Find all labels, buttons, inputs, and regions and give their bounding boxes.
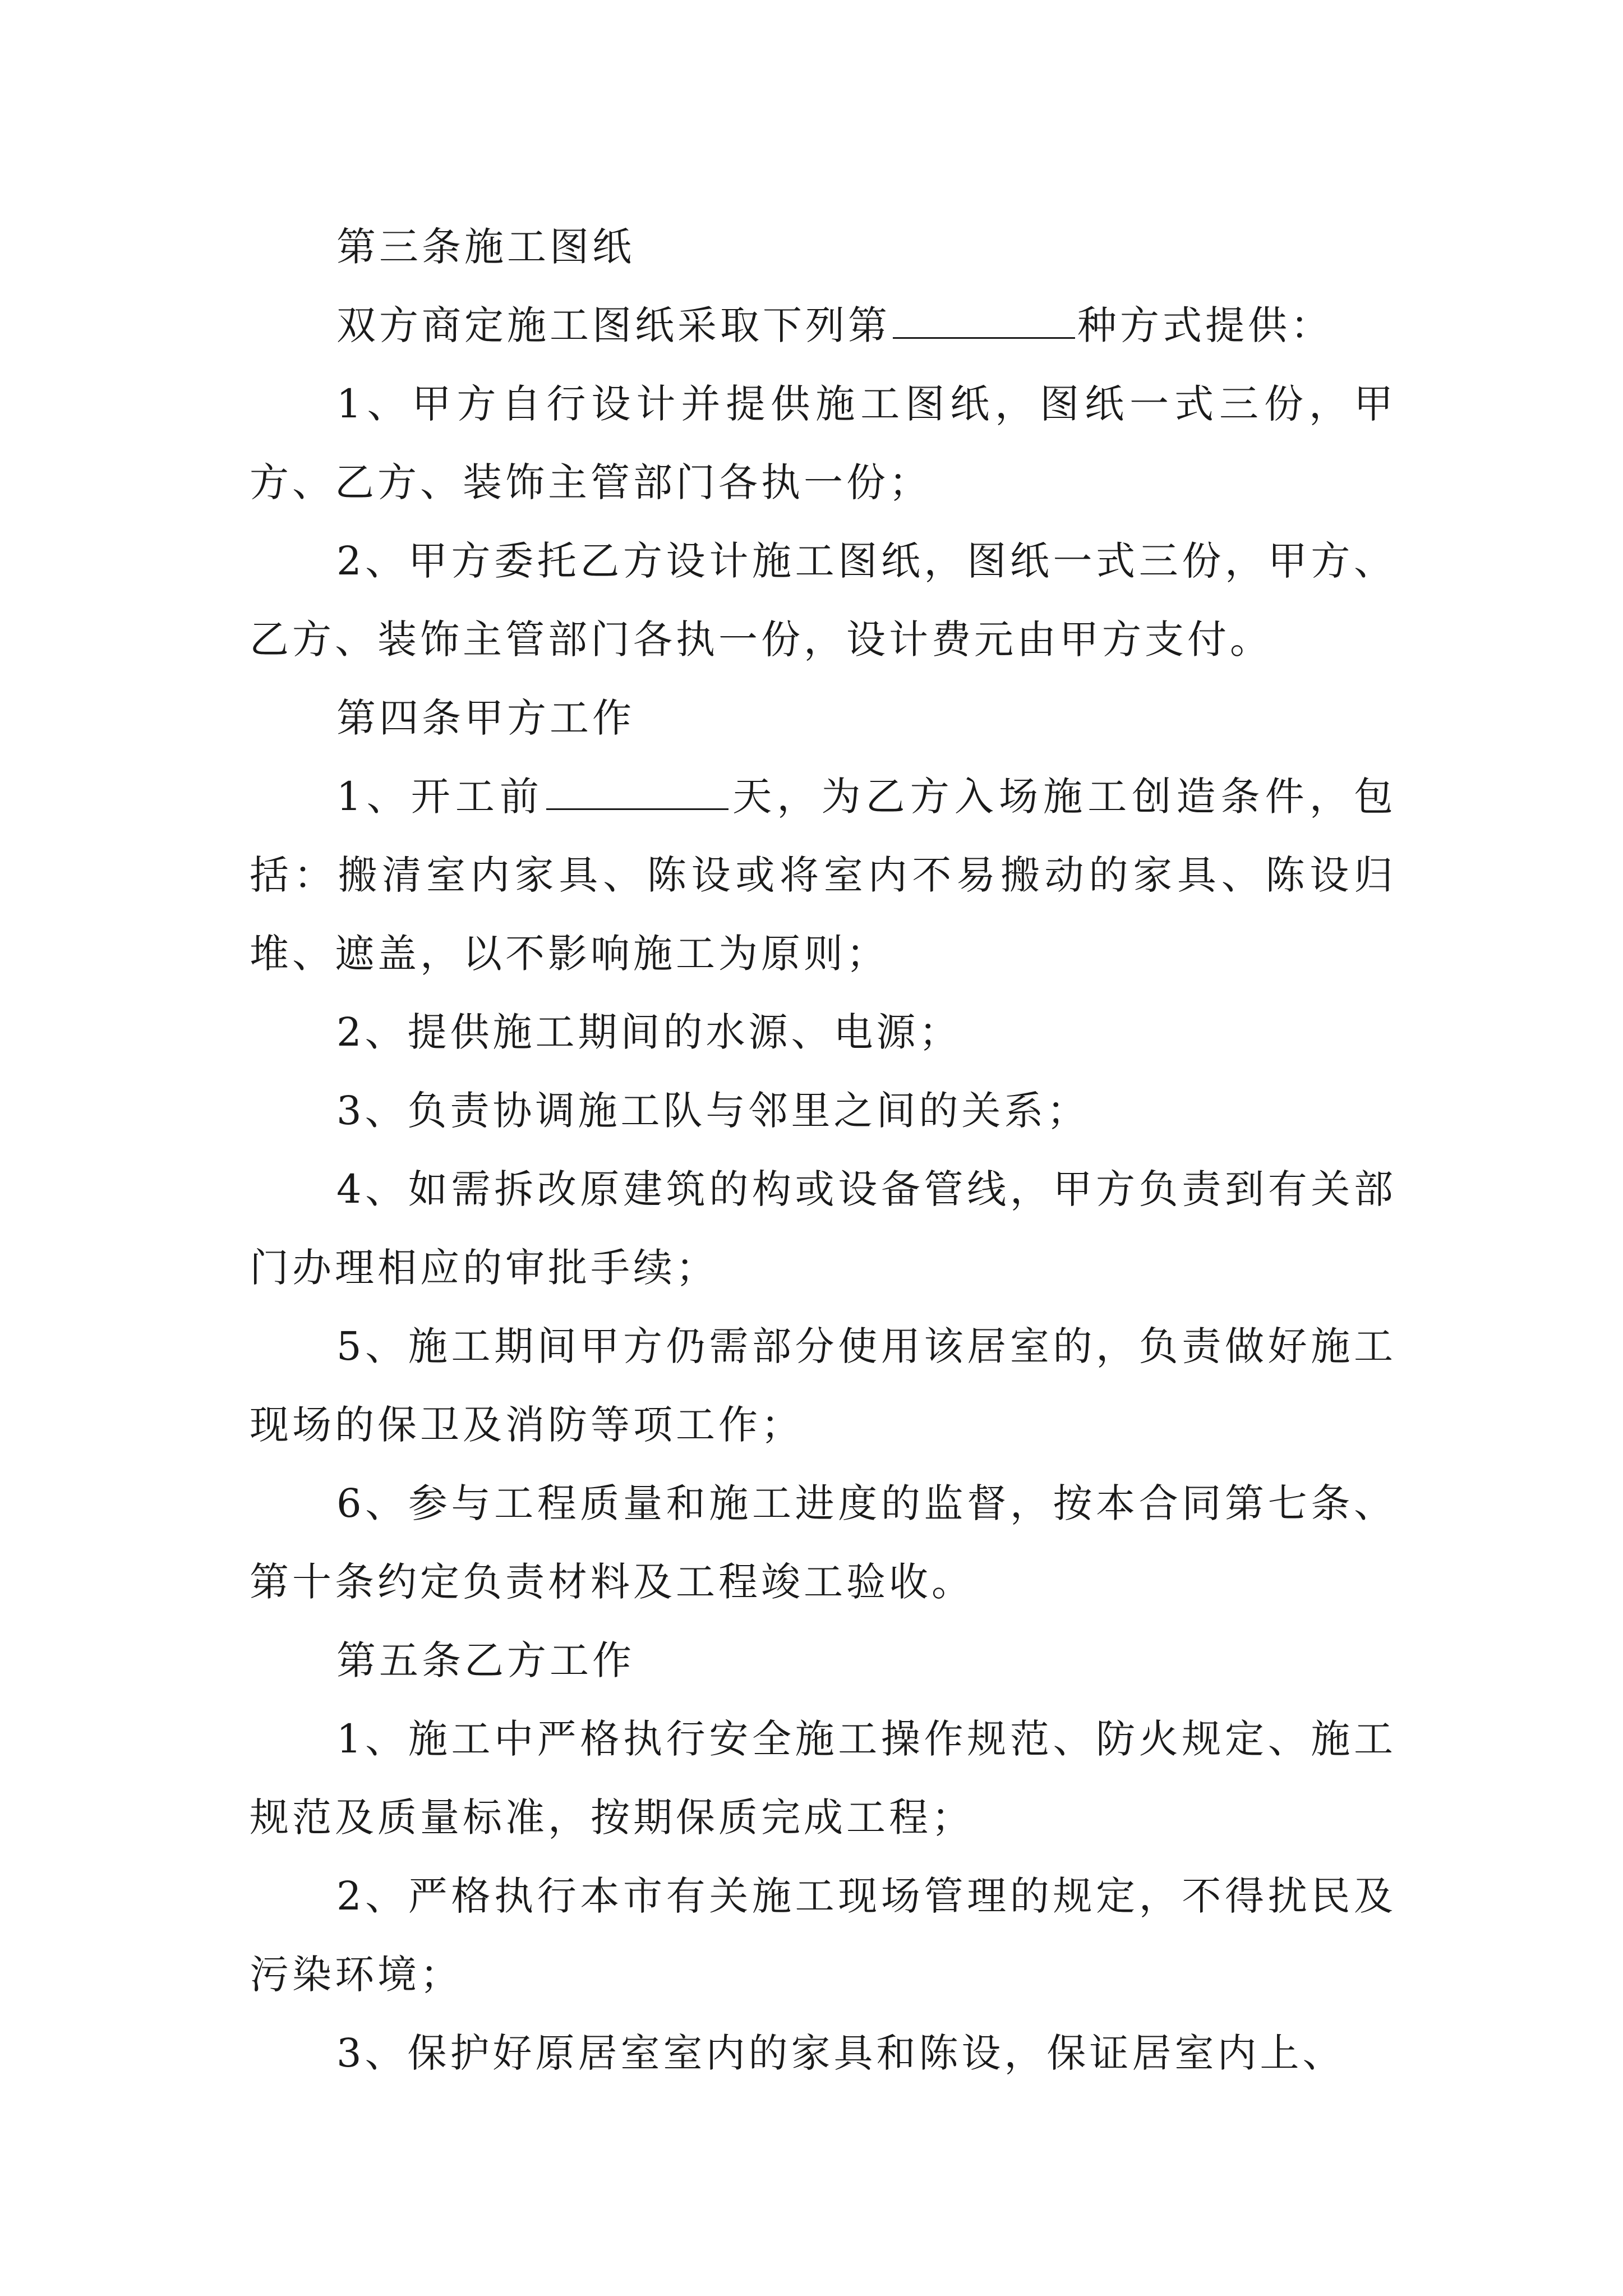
article-5-title: 第五条乙方工作 <box>336 1637 635 1683</box>
article-3-title: 第三条施工图纸 <box>336 224 635 270</box>
article-4-title: 第四条甲方工作 <box>336 695 635 741</box>
article-3-intro <box>250 286 1396 365</box>
article-3-intro-before: 双方商定施工图纸采取下列第 <box>336 302 891 348</box>
article-3-item-1: 1、甲方自行设计并提供施工图纸，图纸一式三份，甲方、乙方、装饰主管部门各执一份； <box>250 381 1396 505</box>
article-4-item-2: 2、提供施工期间的水源、电源； <box>336 1009 962 1055</box>
fill-in-blank <box>893 302 1075 339</box>
article-4-item-1-before: 1、开工前 <box>336 774 545 820</box>
document-body <box>250 208 1396 2092</box>
article-4-item-5: 5、施工期间甲方仍需部分使用该居室的，负责做好施工现场的保卫及消防等项工作； <box>250 1323 1396 1448</box>
article-3-item-2: 2、甲方委托乙方设计施工图纸，图纸一式三份，甲方、乙方、装饰主管部门各执一份，设计费元由甲方支付。 <box>250 538 1396 662</box>
article-4-item-3: 3、负责协调施工队与邻里之间的关系； <box>336 1088 1090 1134</box>
article-5-item-3: 3、保护好原居室室内的家具和陈设，保证居室内上、 <box>336 2030 1345 2076</box>
article-3-intro-after: 种方式提供： <box>1077 302 1333 348</box>
article-4-item-6: 6、参与工程质量和施工进度的监督，按本合同第七条、第十条约定负责材料及工程竣工验收。 <box>250 1480 1396 1605</box>
article-5-item-1: 1、施工中严格执行安全施工操作规范、防火规定、施工规范及质量标准，按期保质完成工程； <box>250 1716 1396 1841</box>
article-5-item-2: 2、严格执行本市有关施工现场管理的规定，不得扰民及污染环境； <box>250 1873 1396 1998</box>
fill-in-blank <box>546 774 728 810</box>
article-4-item-4: 4、如需拆改原建筑的构或设备管线，甲方负责到有关部门办理相应的审批手续； <box>250 1166 1396 1291</box>
article-4-item-1-after: 天，为乙方入场施工创造条件，包括：搬清室内家具、陈设或将室内不易搬动的家具、陈设归堆、遮盖，以不影响施工为原则； <box>250 774 1396 977</box>
article-4-item-1 <box>250 757 1396 993</box>
